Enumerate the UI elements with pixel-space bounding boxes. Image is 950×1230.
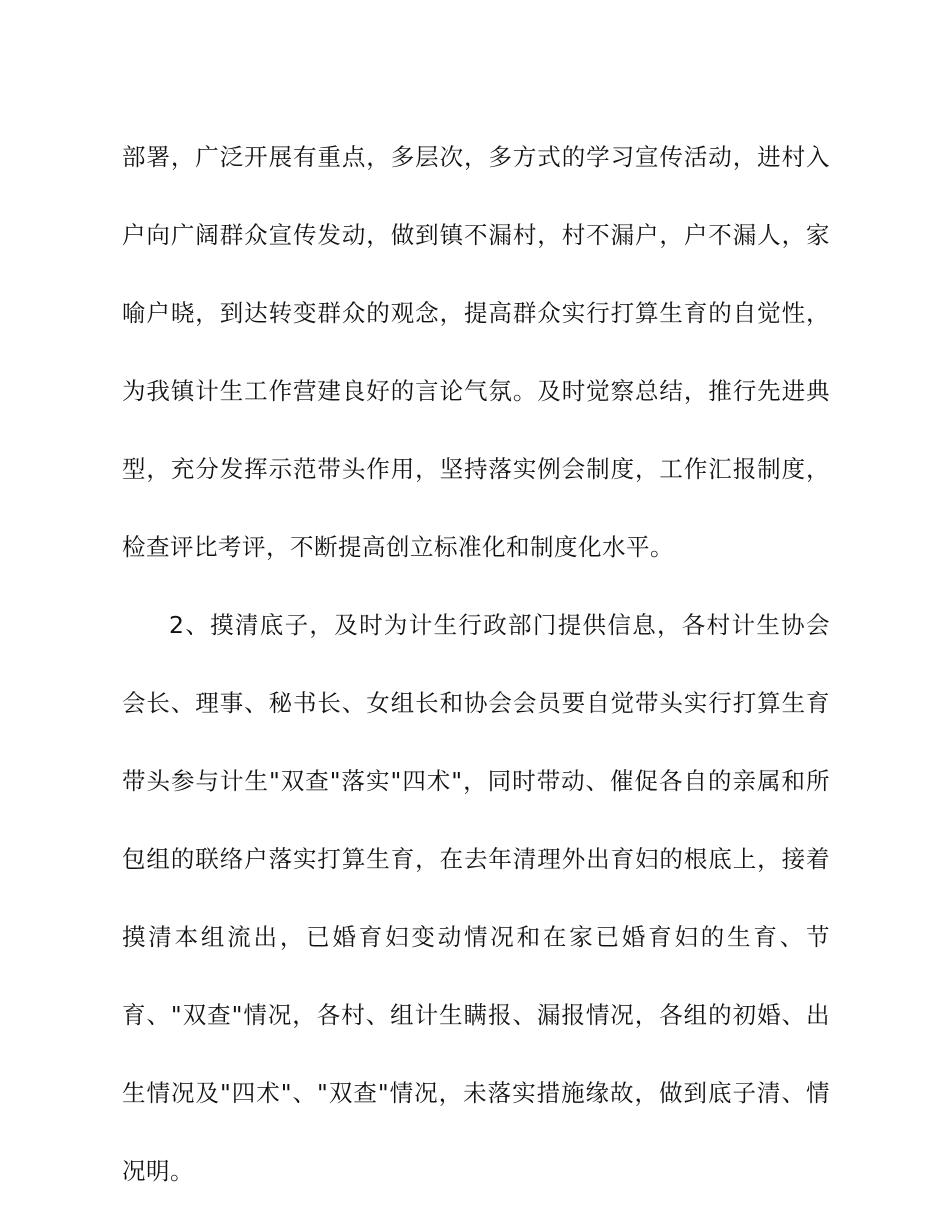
paragraph-2: 2、摸清底子，及时为计生行政部门提供信息，各村计生协会会长、理事、秘书长、女组长和协会会员要自觉带头实行打算生育带头参与计生"双查"落实"四术"，同时带动、催促各自的亲属和所包组的联络户落实打算生育，在去年清理外出育妇的根底上，接着摸清本组流出，已婚育妇变动情况和在家已婚育妇的生育、节育、"双查"情况，各村、组计生瞒报、漏报情况，各组的初婚、出生情况及"四术"、"双查"情况，未落实措施缘故，做到底子清、情况明。 [122, 611, 830, 1185]
document-body [122, 118, 830, 1210]
paragraph-1: 部署，广泛开展有重点，多层次，多方式的学习宣传活动，进村入户向广阔群众宣传发动，做到镇不漏村，村不漏户，户不漏人，家喻户晓，到达转变群众的观念，提高群众实行打算生育的自觉性，为我镇计生工作营建良好的言论气氛。及时觉察总结，推行先进典型，充分发挥示范带头作用，坚持落实例会制度，工作汇报制度，检查评比考评，不断提高创立标准化和制度化水平。 [122, 143, 830, 561]
